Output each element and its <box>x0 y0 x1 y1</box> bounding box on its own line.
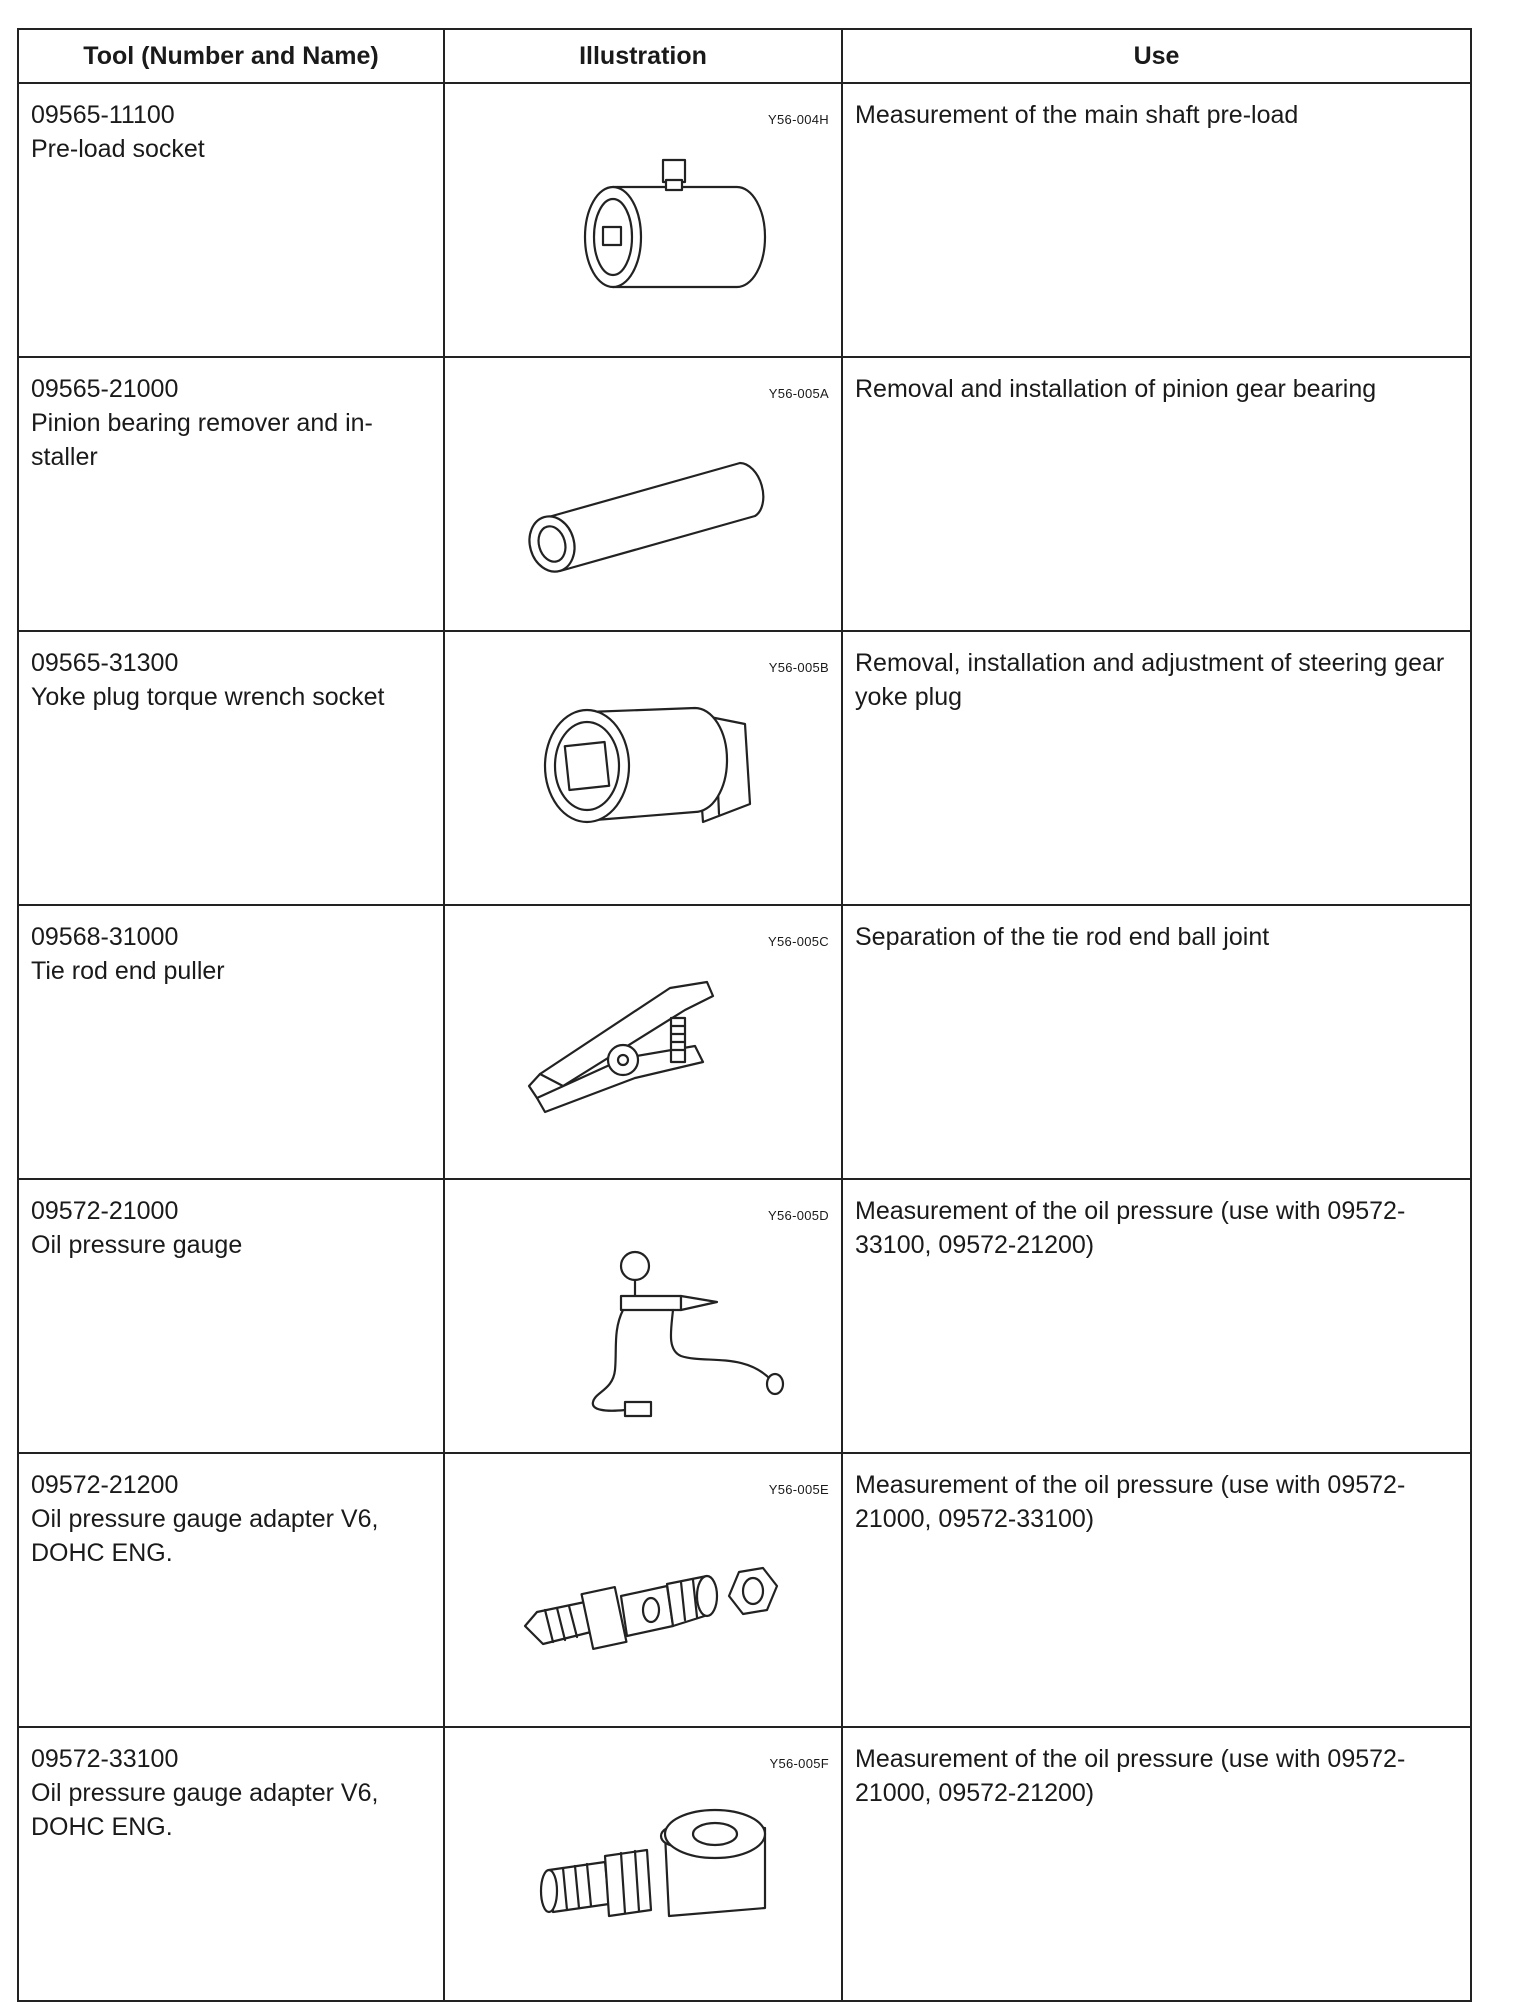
table-row <box>18 905 1471 1179</box>
yoke-socket-illustration <box>445 632 843 890</box>
tool-number: 09572-33100 <box>31 1745 179 1773</box>
illustration-cell <box>444 1453 842 1727</box>
header-use: Use <box>842 29 1471 83</box>
illustration-code: Y56-005F <box>769 1756 829 1771</box>
use-cell: Measurement of the oil pressure (use with 09572-21000, 09572-33100) <box>842 1453 1471 1727</box>
use-cell: Measurement of the oil pressure (use with 09572-33100, 09572-21200) <box>842 1179 1471 1453</box>
tool-cell <box>18 631 444 905</box>
pinion-remover-illustration <box>445 358 843 616</box>
use-cell: Measurement of the main shaft pre-load <box>842 83 1471 357</box>
use-cell: Separation of the tie rod end ball joint <box>842 905 1471 1179</box>
tool-cell <box>18 83 444 357</box>
special-tools-table <box>17 28 1472 2002</box>
table-row <box>18 1179 1471 1453</box>
oil-gauge-illustration <box>445 1180 843 1438</box>
tool-name: Oil pressure gauge <box>31 1231 243 1259</box>
tool-number: 09565-31300 <box>31 649 179 677</box>
tool-cell <box>18 1179 444 1453</box>
tie-rod-puller-illustration <box>445 906 843 1164</box>
adapter-v6-illustration <box>445 1454 843 1712</box>
tool-cell <box>18 1727 444 2001</box>
preload-socket-illustration <box>445 84 843 342</box>
table-row <box>18 1727 1471 2001</box>
table-row <box>18 1453 1471 1727</box>
tool-number: 09565-21000 <box>31 375 179 403</box>
illustration-code: Y56-005E <box>768 1482 829 1497</box>
tool-cell <box>18 357 444 631</box>
illustration-code: Y56-004H <box>768 112 829 127</box>
use-cell: Removal and installation of pinion gear bearing <box>842 357 1471 631</box>
tool-number: 09572-21200 <box>31 1471 179 1499</box>
tool-name: Pinion bearing remover and in-staller <box>31 409 373 471</box>
illustration-code: Y56-005C <box>768 934 829 949</box>
tool-number: 09572-21000 <box>31 1197 179 1225</box>
tool-cell <box>18 905 444 1179</box>
tool-number: 09565-11100 <box>31 101 175 129</box>
tool-name: Oil pressure gauge adapter V6, DOHC ENG. <box>31 1779 379 1841</box>
header-illustration: Illustration <box>444 29 842 83</box>
table-row <box>18 631 1471 905</box>
tool-cell <box>18 1453 444 1727</box>
illustration-cell <box>444 83 842 357</box>
illustration-code: Y56-005A <box>768 386 829 401</box>
use-cell: Measurement of the oil pressure (use with 09572-21000, 09572-21200) <box>842 1727 1471 2001</box>
table-row <box>18 83 1471 357</box>
illustration-cell <box>444 631 842 905</box>
table-header-row <box>18 29 1471 83</box>
table-row <box>18 357 1471 631</box>
tool-number: 09568-31000 <box>31 923 179 951</box>
adapter-banjo-illustration <box>445 1728 843 1986</box>
tool-name: Pre-load socket <box>31 135 205 163</box>
tool-name: Oil pressure gauge adapter V6, DOHC ENG. <box>31 1505 379 1567</box>
header-tool: Tool (Number and Name) <box>18 29 444 83</box>
illustration-code: Y56-005B <box>768 660 829 675</box>
tool-name: Tie rod end puller <box>31 957 225 985</box>
illustration-code: Y56-005D <box>768 1208 829 1223</box>
illustration-cell <box>444 1179 842 1453</box>
illustration-cell <box>444 357 842 631</box>
illustration-cell <box>444 1727 842 2001</box>
illustration-cell <box>444 905 842 1179</box>
tool-name: Yoke plug torque wrench socket <box>31 683 385 711</box>
use-cell: Removal, installation and adjustment of steering gear yoke plug <box>842 631 1471 905</box>
